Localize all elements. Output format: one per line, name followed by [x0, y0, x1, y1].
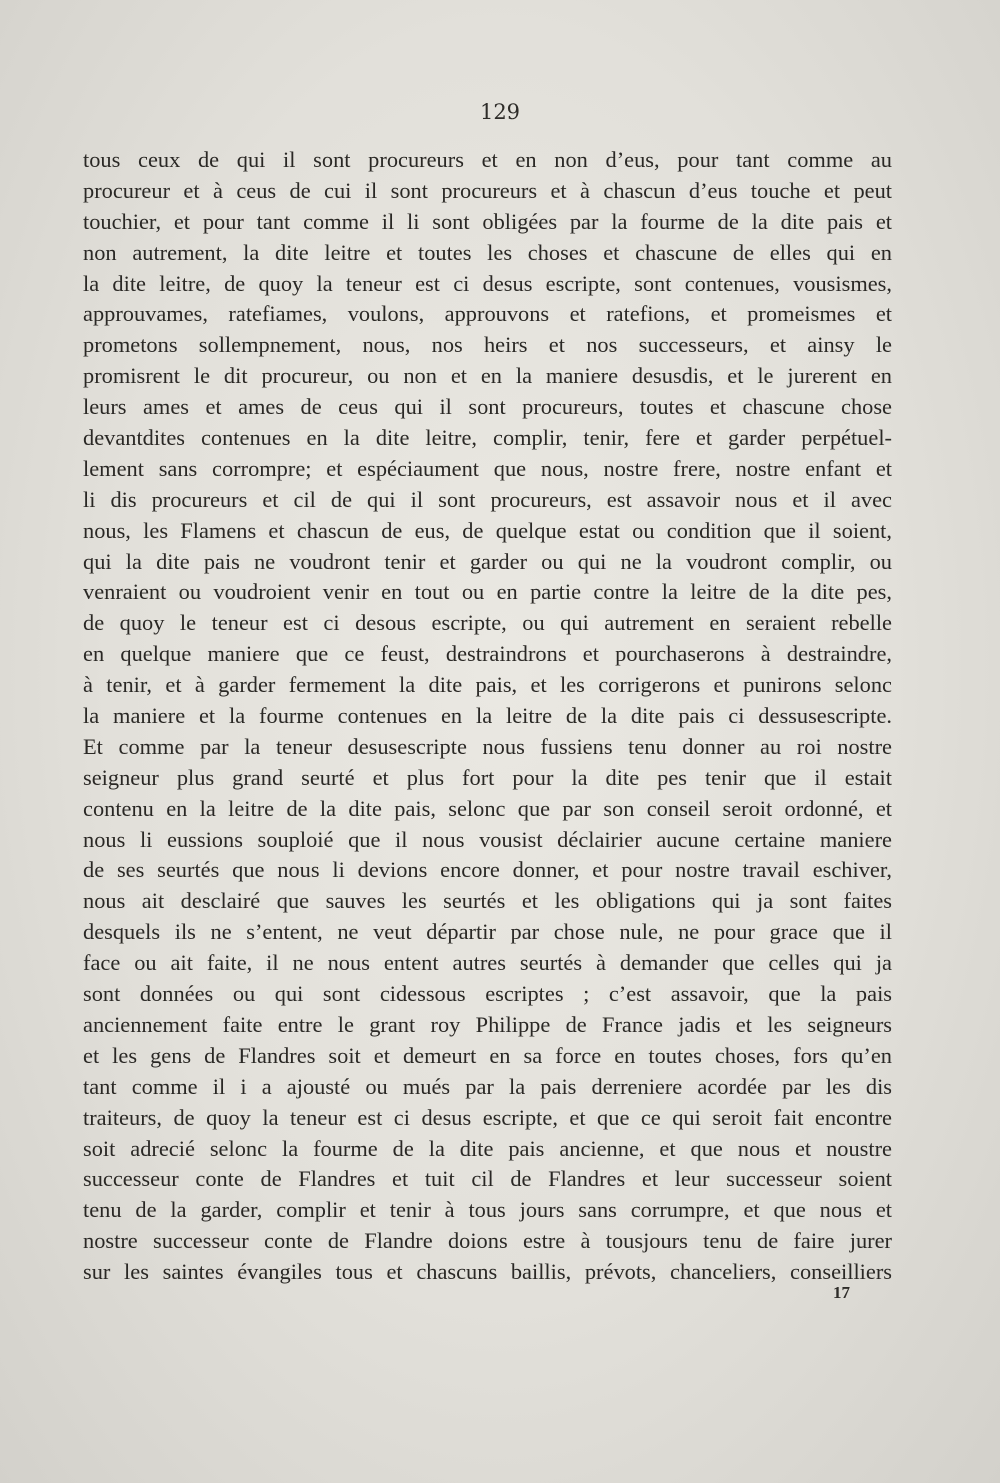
text-line: anciennement faite entre le grant roy Philippe de France jadis et les seigneurs	[83, 1011, 892, 1037]
text-line: lement sans corrompre; et espéciaument que nous, nostre frere, nostre enfant et	[83, 455, 892, 481]
text-line: la maniere et la fourme contenues en la leitre de la dite pais ci dessusescripte.	[83, 703, 892, 729]
text-line: face ou ait faite, il ne nous entent autres seurtés à demander que celles qui ja	[83, 950, 892, 976]
text-line: seigneur plus grand seurté et plus fort pour la dite pes tenir que il estait	[83, 764, 892, 790]
text-line: tous ceux de qui il sont procureurs et en non d’eus, pour tant comme au	[83, 147, 892, 172]
text-line: devantdites contenues en la dite leitre, complir, tenir, fere et garder perpétuel-	[83, 425, 892, 451]
text-line: et les gens de Flandres soit et demeurt en sa force en toutes choses, fors qu’en	[83, 1042, 892, 1068]
text-line: non autrement, la dite leitre et toutes les choses et chascune de elles qui en	[83, 239, 892, 265]
text-line: de quoy le teneur est ci desous escripte, ou qui autrement en seraient rebelle	[83, 610, 892, 636]
text-line: traiteurs, de quoy la teneur est ci desus escripte, et que ce qui seroit fait encontre	[83, 1104, 892, 1130]
text-line: sont données ou qui sont cidessous escriptes ; c’est assavoir, que la pais	[83, 981, 892, 1007]
text-line: li dis procureurs et cil de qui il sont procureurs, est assavoir nous et il avec	[83, 486, 892, 512]
text-line: nous li eussions souploié que il nous vousist déclairier aucune certaine maniere	[83, 826, 892, 852]
page-number: 129	[479, 100, 521, 124]
text-line: approuvames, ratefiames, voulons, approuvons et ratefions, et promeismes et	[83, 301, 892, 327]
text-line: nous, les Flamens et chascun de eus, de quelque estat ou condition que il soient,	[83, 517, 892, 543]
text-line: desquels ils ne s’entent, ne veut départir par chose nule, ne pour grace que il	[83, 919, 892, 945]
signature-mark: 17	[833, 1283, 850, 1302]
text-line: contenu en la leitre de la dite pais, selonc que par son conseil seroit ordonné, et	[83, 795, 892, 821]
text-line: procureur et à ceus de cui il sont procureurs et à chascun d’eus touche et peut	[83, 177, 892, 203]
text-line: en quelque maniere que ce feust, destraindrons et pourchaserons à destraindre,	[83, 641, 892, 667]
text-line: sur les saintes évangiles tous et chascuns baillis, prévots, chanceliers, conseilliers	[83, 1259, 892, 1285]
text-line: leurs ames et ames de ceus qui il sont procureurs, toutes et chascune chose	[83, 394, 892, 420]
text-line: prometons sollempnement, nous, nos heirs et nos successeurs, et ainsy le	[83, 332, 892, 358]
text-line: la dite leitre, de quoy la teneur est ci desus escripte, sont contenues, vousismes,	[83, 270, 892, 296]
text-line: successeur conte de Flandres et tuit cil de Flandres et leur successeur soient	[83, 1166, 892, 1192]
text-line: nostre successeur conte de Flandre doions estre à tousjours tenu de faire jurer	[83, 1228, 892, 1254]
text-line: qui la dite pais ne voudront tenir et garder ou qui ne la voudront complir, ou	[83, 548, 892, 574]
text-line: tenu de la garder, complir et tenir à tous jours sans corrumpre, et que nous et	[83, 1197, 892, 1223]
text-line: Et comme par la teneur desusescripte nous fussiens tenu donner au roi nostre	[83, 733, 892, 759]
text-line: touchier, et pour tant comme il li sont obligées par la fourme de la dite pais et	[83, 208, 892, 234]
text-line: tant comme il i a ajousté ou mués par la pais derreniere acordée par les dis	[83, 1073, 892, 1099]
text-line: nous ait desclairé que sauves les seurtés et les obligations qui ja sont faites	[83, 888, 892, 914]
text-line: de ses seurtés que nous li devions encore donner, et pour nostre travail eschiver,	[83, 857, 892, 883]
text-line: à tenir, et à garder fermement la dite pais, et les corrigerons et punirons selonc	[83, 672, 892, 698]
text-line: venraient ou voudroient venir en tout ou en partie contre la leitre de la dite pes,	[83, 579, 892, 605]
text-line: soit adrecié selonc la fourme de la dite pais ancienne, et que nous et noustre	[83, 1135, 892, 1161]
body-text	[83, 145, 892, 1288]
text-line: promisrent le dit procureur, ou non et en la maniere desusdis, et le jurerent en	[83, 363, 892, 389]
